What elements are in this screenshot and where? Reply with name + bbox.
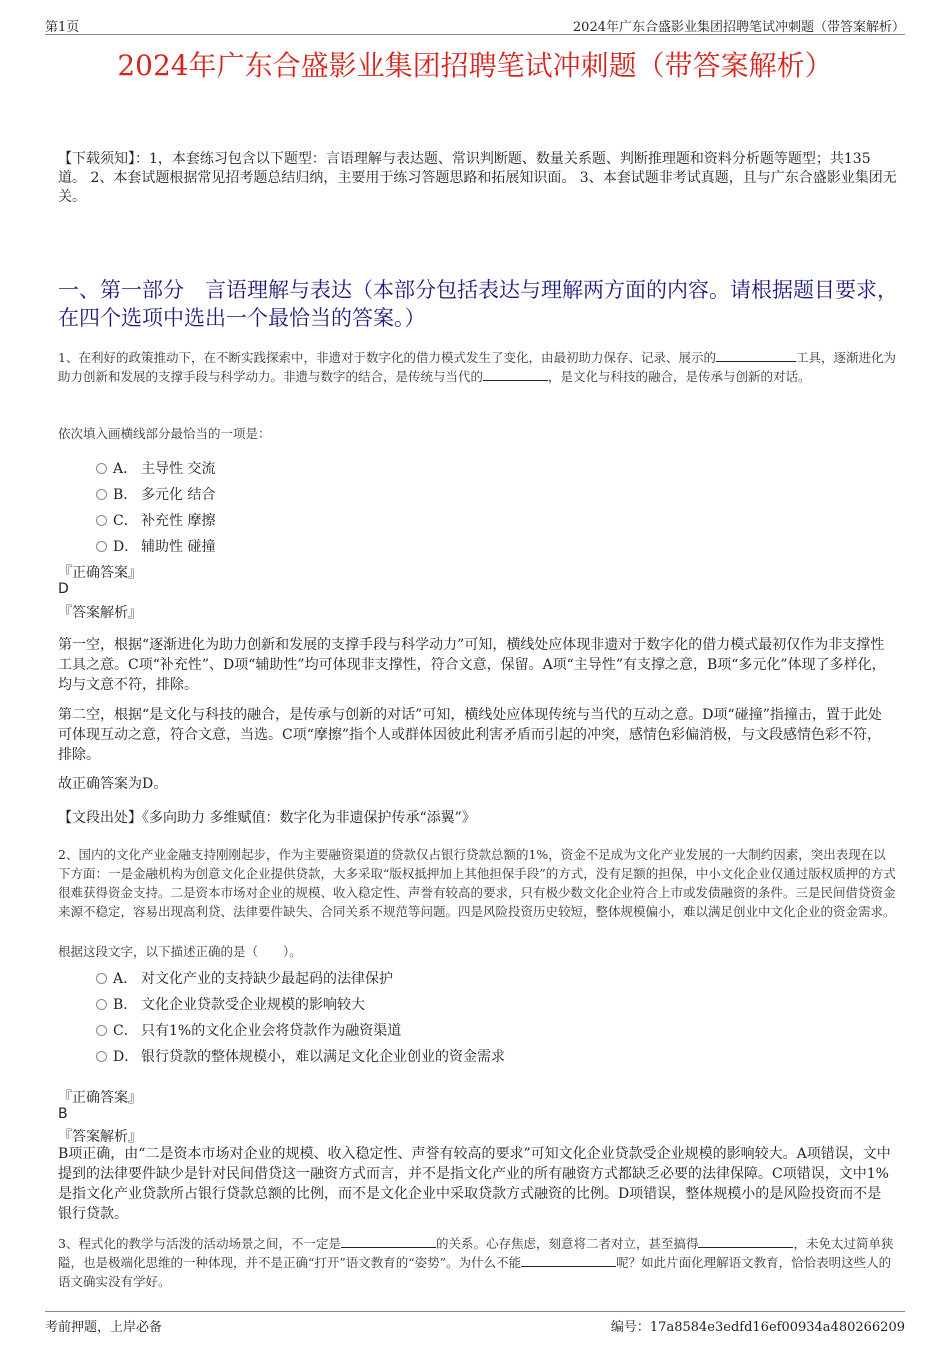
question-1-prompt: 依次填入画横线部分最恰当的一项是：	[58, 426, 271, 441]
question-3-blank-2	[698, 1235, 793, 1248]
radio-icon[interactable]	[96, 541, 107, 552]
document-title: 2024年广东合盛影业集团招聘笔试冲刺题（带答案解析）	[117, 49, 833, 82]
question-2-analysis: B项正确，由“二是资本市场对企业的规模、收入稳定性、声誉有较高的要求”可知文化企业贷款受企业规模的影响较大。A项错误，文中提到的法律要件缺少是针对民间借贷这一融资方式而言，并不是指文化产业的所有融资方式都缺乏必要的法律保障。C项错误，文中1%是指文化产业贷款所占银行贷款总额的比例，而不是文化企业中采取贷款方式融资的比例。D项错误，整体规模小的是风险投资而不是银行贷款。	[58, 1146, 891, 1222]
download-notice: 【下载须知】：1，本套练习包含以下题型：言语理解与表达题、常识判断题、数量关系题、判断推理题和资料分析题等题型；共135道。 2、本套试题根据常见招考题总结归纳，主要用于练习答题思路和拓展知识面。 3、本套试题非考试真题，且与广东合盛影业集团无关。	[58, 151, 897, 205]
question-1-analysis-3: 故正确答案为D。	[58, 776, 168, 792]
question-2-correct-label: 『正确答案』	[58, 1090, 142, 1106]
section-heading: 一、第一部分 言语理解与表达（本部分包括表达与理解两方面的内容。请根据题目要求，在四个选项中选出一个最恰当的答案。）	[58, 278, 898, 330]
question-1-stem: 1、在利好的政策推动下，在不断实践探索中，非遗对于数字化的借力模式发生了变化，由最初助力保存、记录、展示的 工具，逐渐进化为助力创新和发展的支撑手段与科学动力。非遗与数字的结合，是传统与当代的 ，是文化与科技的融合，是传承与创新的对话。	[58, 350, 896, 384]
question-1-blank-1	[716, 349, 796, 362]
question-3-blank-1	[341, 1235, 436, 1248]
page-number: 第1页	[45, 20, 80, 35]
question-2-prompt: 根据这段文字，以下描述正确的是（ ）。	[58, 944, 302, 959]
question-2-option-c[interactable]: C． 只有1%的文化企业会将贷款作为融资渠道	[96, 1020, 401, 1040]
question-1-analysis-2: 第二空，根据“是文化与科技的融合，是传承与创新的对话”可知，横线处应体现传统与当代的互动之意。D项“碰撞”指撞击，置于此处可体现互动之意，符合文意，当选。C项“摩擦”指个人或群体因彼此利害矛盾而引起的冲突，感情色彩偏消极，与文段感情色彩不符，排除。	[58, 707, 882, 763]
question-1-option-c[interactable]: C． 补充性 摩擦	[96, 510, 215, 530]
question-1-analysis-label: 『答案解析』	[58, 605, 142, 621]
header-doc-title: 2024年广东合盛影业集团招聘笔试冲刺题（带答案解析）	[572, 20, 905, 35]
question-1-analysis-1: 第一空，根据“逐渐进化为助力创新和发展的支撑手段与科学动力”可知，横线处应体现非遗对于数字化的借力模式最初仅作为非支撑性工具之意。C项“补充性”、D项“辅助性”均可体现非支撑性，符合文意，保留。A项“主导性”有支撑之意，B项“多元化”体现了多样化，均与文意不符，排除。	[58, 637, 886, 693]
radio-icon[interactable]	[96, 463, 107, 474]
question-2-option-b[interactable]: B． 文化企业贷款受企业规模的影响较大	[96, 994, 365, 1014]
radio-icon[interactable]	[96, 489, 107, 500]
radio-icon[interactable]	[96, 1025, 107, 1036]
question-1-option-a[interactable]: A． 主导性 交流	[96, 458, 215, 478]
question-1-option-b[interactable]: B． 多元化 结合	[96, 484, 215, 504]
question-2-stem: 2、国内的文化产业金融支持刚刚起步，作为主要融资渠道的贷款仅占银行贷款总额的1%，资金不足成为文化产业发展的一大制约因素，突出表现在以下方面：一是金融机构为创意文化企业提供贷款，大多采取“版权抵押加上其他担保手段”的方式，没有足额的担保，中小文化企业仅通过版权质押的方式很难获得资金支持。二是资本市场对企业的规模、收入稳定性、声誉有较高的要求，只有极少数文化企业符合上市或发债融资的条件。三是民间借贷资金来源不稳定，容易出现高利贷、法律要件缺失、合同关系不规范等问题。四是风险投资历史较短，整体规模偏小，难以满足创业中文化企业的资金需求。	[58, 847, 896, 919]
radio-icon[interactable]	[96, 999, 107, 1010]
question-1-source: 【文段出处】《多向助力 多维赋值：数字化为非遗保护传承“添翼”》	[58, 810, 476, 826]
radio-icon[interactable]	[96, 515, 107, 526]
question-1-blank-2	[483, 368, 548, 381]
question-3-stem: 3、程式化的教学与活泼的活动场景之间，不一定是 的关系。心存焦虑，刻意将二者对立，甚至搞得 ，未免太过简单狭隘，也是极端化思维的一种体现，并不是正确“打开”语文教育的“姿势”。为什么不能 呢？如此片面化理解语文教育，恰恰表明这些人的语文确实没有学好。	[58, 1236, 894, 1289]
footer-slogan: 考前押题，上岸必备	[45, 1320, 163, 1335]
question-2-analysis-label: 『答案解析』	[58, 1129, 142, 1145]
radio-icon[interactable]	[96, 1051, 107, 1062]
question-1-answer: D	[58, 581, 69, 597]
question-1-option-d[interactable]: D． 辅助性 碰撞	[96, 536, 215, 556]
question-1-correct-label: 『正确答案』	[58, 565, 142, 581]
question-3-blank-3	[521, 1254, 616, 1267]
page-footer	[45, 1311, 905, 1338]
page-header	[45, 14, 905, 35]
question-2-answer: B	[58, 1106, 68, 1122]
footer-serial: 编号：17a8584e3edfd16ef00934a480266209	[610, 1320, 905, 1335]
question-2-option-a[interactable]: A． 对文化产业的支持缺少最起码的法律保护	[96, 968, 393, 988]
question-2-option-d[interactable]: D． 银行贷款的整体规模小，难以满足文化企业创业的资金需求	[96, 1046, 505, 1066]
radio-icon[interactable]	[96, 973, 107, 984]
